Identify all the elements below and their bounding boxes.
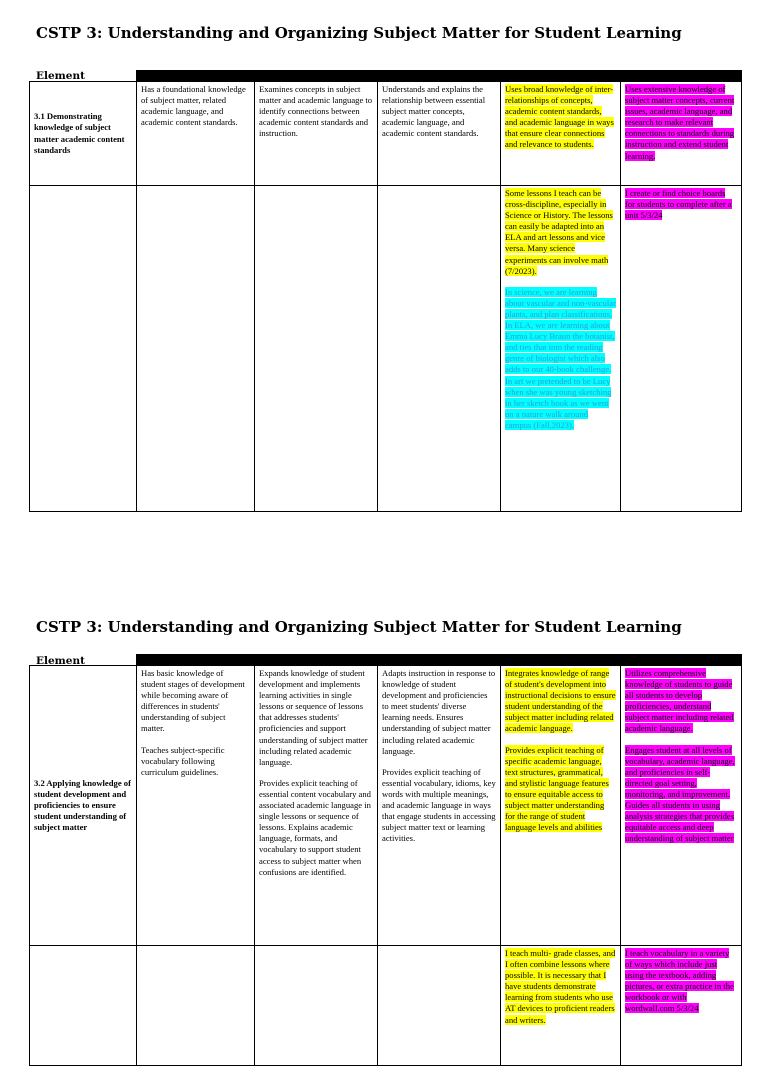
level-2-text-2: Provides explicit teaching of essential content vocabulary and associated academic language in single lessons or sequence of lessons. Explains academic language, formats, and vocabulary to support student access to subject matter when confusions are identified. xyxy=(259,777,371,877)
evidence-5-text: I teach vocabulary in a variety of ways which include just using the textbook, adding pictures, or extra practice in the workbook or with wordwall.com 5/3/24 xyxy=(625,948,734,1014)
level-header-bar xyxy=(137,71,742,82)
evidence-5-text: I create or find choice boards for students to complete after a unit 5/3/24 xyxy=(625,188,732,221)
level-4-text: Uses broad knowledge of inter-relationships of concepts, academic content standards, and academic language in ways that ensure clear connections and relevance to students. xyxy=(505,84,614,150)
rubric-table-3-1 xyxy=(29,70,742,512)
page-title: CSTP 3: Understanding and Organizing Subject Matter for Student Learning xyxy=(36,24,682,42)
evidence-4-text-1: Some lessons I teach can be cross-discipline, especially in Science or History. The lessons can easily be adapted into an ELA and art lessons and vice versa. Many science experiments can involve math (7/2023). xyxy=(505,188,613,276)
level-5-text-2: Engages student at all levels of vocabulary, academic language, and proficiencies in self-directed goal setting, monitoring, and improvement. Guides all students in using analysis strategies that provides equitable access and deep understanding of subject matter xyxy=(625,744,735,844)
header-spacer xyxy=(30,71,137,82)
header-spacer xyxy=(30,655,137,666)
evidence-cell-2 xyxy=(255,186,378,512)
level-3-text-2: Provides explicit teaching of essential vocabulary, idioms, key words with multiple meanings, and academic language in ways that engage students in accessing subject matter text or learning activities. xyxy=(382,766,496,844)
level-1-cell xyxy=(137,666,255,946)
level-1-text-1: Has basic knowledge of student stages of development while becoming aware of differences in students' understanding of subject matter. xyxy=(141,668,245,734)
page-title-2: CSTP 3: Understanding and Organizing Subject Matter for Student Learning xyxy=(36,618,682,636)
level-header-bar xyxy=(137,655,742,666)
evidence-label-cell xyxy=(30,946,137,1066)
rubric-table-3-2 xyxy=(29,654,742,1066)
level-5-text-1: Utilizes comprehensive knowledge of students to guide all students to develop proficiencies, understand subject matter including related academic language. xyxy=(625,668,734,734)
evidence-label-cell xyxy=(30,186,137,512)
evidence-cell-5 xyxy=(621,946,742,1066)
evidence-cell-4 xyxy=(501,186,621,512)
evidence-cell-5 xyxy=(621,186,742,512)
level-3-text-1: Adapts instruction in response to knowledge of student development and proficiencies to meet students' diverse learning needs. Ensures understanding of subject matter including related academic language. xyxy=(382,668,496,756)
level-2-cell: Examines concepts in subject matter and academic language to identify connections between academic content standards and instruction. xyxy=(255,82,378,186)
element-header: Element xyxy=(36,70,85,82)
evidence-cell-1 xyxy=(137,946,255,1066)
evidence-cell-2 xyxy=(255,946,378,1066)
level-1-cell: Has a foundational knowledge of subject matter, related academic language, and academic content standards. xyxy=(137,82,255,186)
level-1-text-2: Teaches subject-specific vocabulary following curriculum guidelines. xyxy=(141,744,225,777)
evidence-cell-3 xyxy=(378,186,501,512)
level-3-cell xyxy=(378,666,501,946)
level-4-cell xyxy=(501,666,621,946)
level-3-cell: Understands and explains the relationship between essential subject matter concepts, academic language, and academic content standards. xyxy=(378,82,501,186)
evidence-cell-3 xyxy=(378,946,501,1066)
level-4-text-2: Provides explicit teaching of specific academic language, text structures, grammatical, and stylistic language features to ensure equitable access to subject matter understanding for the range of student language levels and abilities xyxy=(505,744,609,833)
level-5-cell xyxy=(621,666,742,946)
row-label-3-1: 3.1 Demonstrating knowledge of subject matter academic content standards xyxy=(30,82,137,186)
level-4-cell xyxy=(501,82,621,186)
level-2-text-1: Expands knowledge of student development and implements learning activities in single lessons or sequence of lessons that addresses students' proficiencies and support understanding of subject matter including related academic language. xyxy=(259,668,368,767)
evidence-cell-1 xyxy=(137,186,255,512)
evidence-cell-4 xyxy=(501,946,621,1066)
evidence-4-text-2: In science, we are learning about vascular and non-vascular plants, and plan classifications. In ELA, we are learning about Emma Lucy Braun the botanist, and ties that into the reading genre of biologist which also adds to our 40-book challenge. In art we pretended to be Lucy when she was young sketching in her sketch book as we went on a nature walk around campus (Fall,2023). xyxy=(505,286,616,430)
level-2-cell xyxy=(255,666,378,946)
row-label-3-2: 3.2 Applying knowledge of student development and proficiencies to ensure student understanding of subject matter xyxy=(30,666,137,946)
level-5-text: Uses extensive knowledge of subject matter concepts, current issues, academic language, and research to make relevant connections to standards during instruction and extend student learning. xyxy=(625,84,735,161)
level-5-cell xyxy=(621,82,742,186)
level-4-text-1: Integrates knowledge of range of student's development into instructional decisions to ensure student understanding of the subject matter including related academic language. xyxy=(505,668,616,734)
element-header-2: Element xyxy=(36,655,85,667)
evidence-4-text: I teach multi- grade classes, and I often combine lessons where possible. It is necessary that I have students demonstrate learning from students who use AT devices to proficient readers and writers. xyxy=(505,948,616,1025)
